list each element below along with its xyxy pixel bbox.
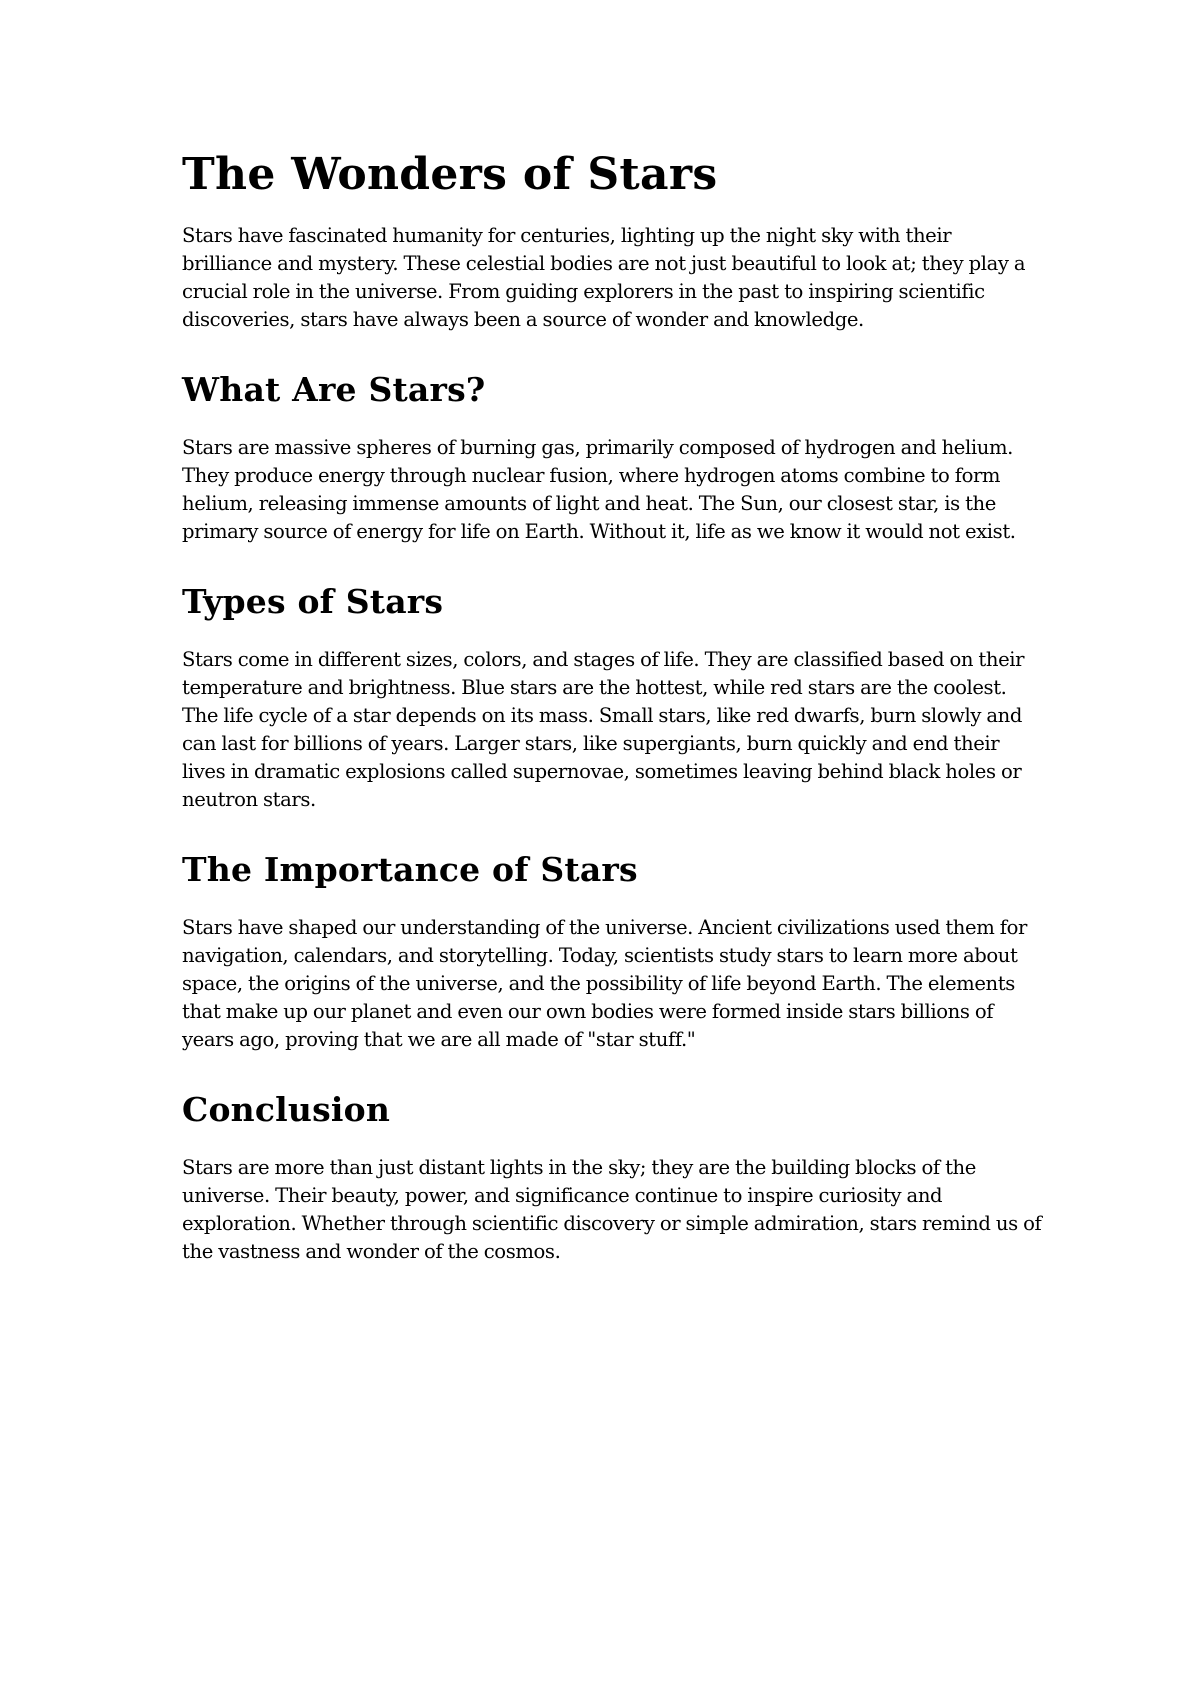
- section-heading-importance-of-stars: The Importance of Stars: [182, 850, 638, 889]
- section-body-what-are-stars: Stars are massive spheres of burning gas, primarily composed of hydrogen and helium. They produce energy through nuclear fusion, where hydrogen atoms combine to form helium, releasing immense amounts of light and heat. The Sun, our closest star, is the primary source of energy for life on Earth. Without it, life as we know it would not exist.: [182, 436, 1016, 543]
- section-body-importance-of-stars: Stars have shaped our understanding of the universe. Ancient civilizations used them for navigation, calendars, and storytelling. Today, scientists study stars to learn more about space, the origins of the universe, and the possibility of life beyond Earth. The elements that make up our planet and even our own bodies were formed inside stars billions of years ago, proving that we are all made of "star stuff.": [182, 916, 1027, 1051]
- intro-paragraph: Stars have fascinated humanity for centuries, lighting up the night sky with their brilliance and mystery. These celestial bodies are not just beautiful to look at; they play a crucial role in the universe. From guiding explorers in the past to inspiring scientific discoveries, stars have always been a source of wonder and knowledge.: [182, 224, 1026, 331]
- document-page: [182, 146, 1042, 1266]
- section-heading-types-of-stars: Types of Stars: [182, 582, 444, 621]
- section-body-types-of-stars: Stars come in different sizes, colors, and stages of life. They are classified based on their temperature and brightness. Blue stars are the hottest, while red stars are the coolest. The life cycle of a star depends on its mass. Small stars, like red dwarfs, burn slowly and can last for billions of years. Larger stars, like supergiants, burn quickly and end their lives in dramatic explosions called supernovae, sometimes leaving behind black holes or neutron stars.: [182, 648, 1025, 811]
- document-title: The Wonders of Stars: [182, 149, 718, 200]
- section-heading-conclusion: Conclusion: [182, 1090, 391, 1129]
- section-body-conclusion: Stars are more than just distant lights in the sky; they are the building blocks of the universe. Their beauty, power, and significance continue to inspire curiosity and exploration. Whether through scientific discovery or simple admiration, stars remind us of the vastness and wonder of the cosmos.: [182, 1156, 1042, 1263]
- section-heading-what-are-stars: What Are Stars?: [182, 370, 486, 409]
